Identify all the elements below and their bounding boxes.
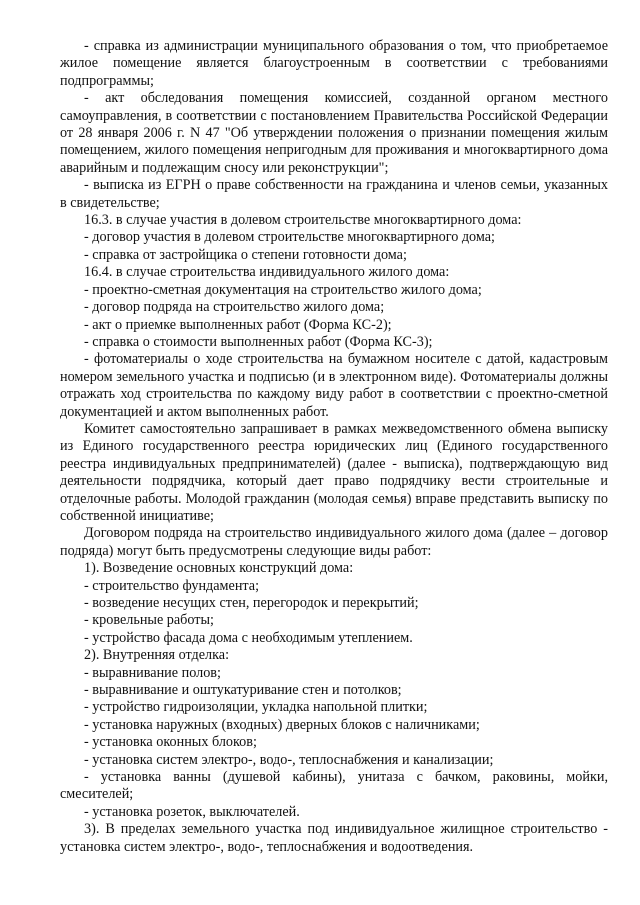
paragraph: - кровельные работы; xyxy=(84,612,214,629)
paragraph: - справка о стоимости выполненных работ (Форма КС-3); xyxy=(84,333,433,350)
paragraph: - строительство фундамента; xyxy=(84,577,260,594)
paragraph: Договором подряда на строительство индивидуального жилого дома (далее – договор подряда) могут быть предусмотрены следующие виды работ: xyxy=(60,525,608,559)
paragraph: - установка оконных блоков; xyxy=(84,734,257,751)
paragraph: - справка от застройщика о степени готовности дома; xyxy=(84,246,407,263)
paragraph: - установка ванны (душевой кабины), унитаза с бачком, раковины, мойки, смесителей; xyxy=(60,769,608,803)
paragraph: - проектно-сметная документация на строительство жилого дома; xyxy=(84,281,482,298)
paragraph: - договор подряда на строительство жилого дома; xyxy=(84,299,385,316)
paragraph: - акт обследования помещения комиссией, созданной органом местного самоуправления, в соответствии с постановлением Правительства Российской Федерации от 28 января 2006 г. N 47 "Об утверждении положения о признании помещения жилым помещением, жилого помещения непригодным для проживания и многоквартирного дома аварийным и подлежащим сносу или реконструкции"; xyxy=(60,90,608,176)
paragraph: Комитет самостоятельно запрашивает в рамках межведомственного обмена выписку из Единого государственного реестра юридических лиц (Единого государственного реестра индивидуальных предпринимателей) (далее - выписка), подтверждающую вид деятельности подрядчика, который дает право подрядчику вести строительные и отделочные работы. Молодой гражданин (молодая семья) вправе представить выписку по собственной инициативе; xyxy=(60,420,608,524)
paragraph: 16.4. в случае строительства индивидуального жилого дома: xyxy=(84,264,450,281)
document-body xyxy=(60,38,608,856)
paragraph: - справка из администрации муниципального образования о том, что приобретаемое жилое помещение является благоустроенным в соответствии с требованиями подпрограммы; xyxy=(60,38,608,89)
paragraph: - установка систем электро-, водо-, теплоснабжения и канализации; xyxy=(84,751,494,768)
paragraph: - выравнивание и оштукатуривание стен и потолков; xyxy=(84,682,402,699)
paragraph: - установка наружных (входных) дверных блоков с наличниками; xyxy=(84,716,480,733)
paragraph: 2). Внутренняя отделка: xyxy=(84,647,230,664)
paragraph: - акт о приемке выполненных работ (Форма КС-2); xyxy=(84,316,392,333)
paragraph: 1). Возведение основных конструкций дома: xyxy=(84,560,354,577)
paragraph: - выравнивание полов; xyxy=(84,664,221,681)
paragraph: - установка розеток, выключателей. xyxy=(84,803,300,820)
paragraph: 16.3. в случае участия в долевом строительстве многоквартирного дома: xyxy=(84,212,522,229)
paragraph: 3). В пределах земельного участка под индивидуальное жилищное строительство - установка систем электро-, водо-, теплоснабжения и водоотведения. xyxy=(60,821,608,855)
paragraph: - устройство гидроизоляции, укладка напольной плитки; xyxy=(84,699,428,716)
paragraph: - возведение несущих стен, перегородок и перекрытий; xyxy=(84,595,419,611)
paragraph: - выписка из ЕГРН о праве собственности на гражданина и членов семьи, указанных в свидетельстве; xyxy=(60,177,608,211)
paragraph: - фотоматериалы о ходе строительства на бумажном носителе с датой, кадастровым номером земельного участка и подписью (и в электронном виде). Фотоматериалы должны отражать ход строительства по каждому виду работ в соответствии с проектно-сметной документацией и актом выполненных работ. xyxy=(60,351,608,420)
paragraph: - устройство фасада дома с необходимым утеплением. xyxy=(84,629,413,646)
paragraph: - договор участия в долевом строительстве многоквартирного дома; xyxy=(84,229,495,246)
